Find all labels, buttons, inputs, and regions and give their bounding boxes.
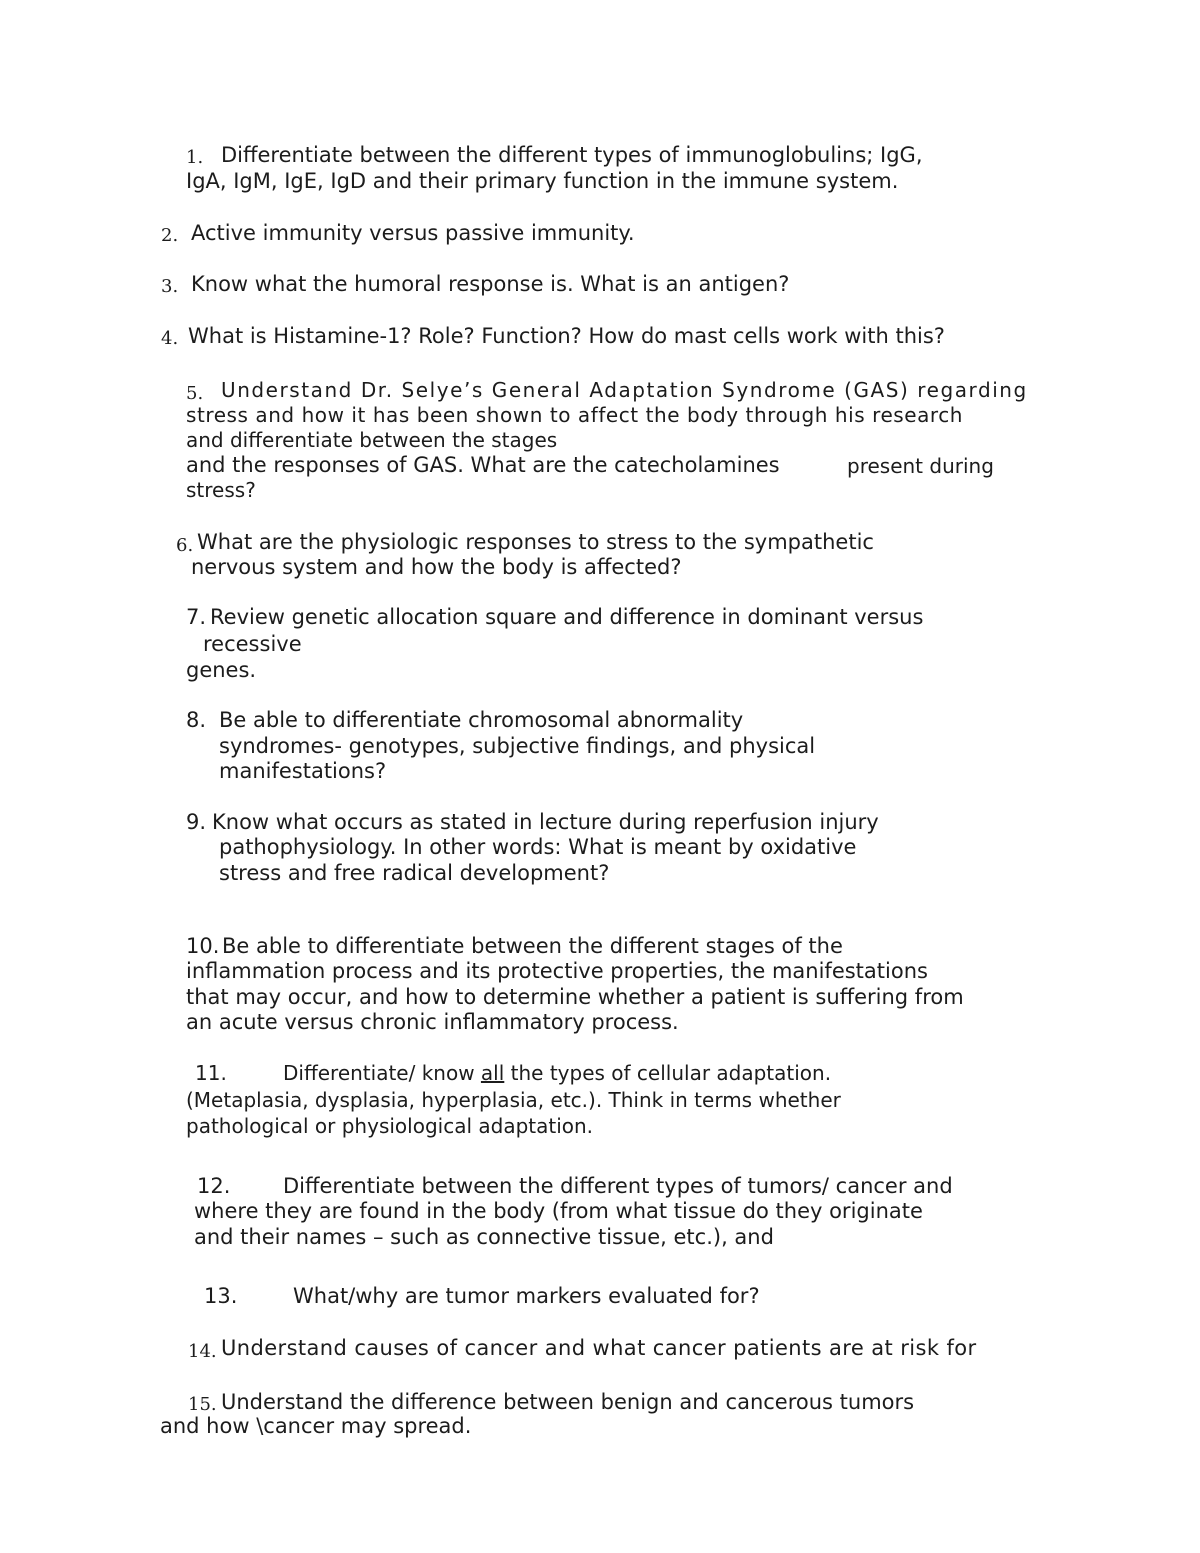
question-text: Differentiate/ know (283, 1061, 481, 1085)
question-text: Understand Dr. Selye’s General Adaptation Syndrome (GAS) regarding (221, 378, 1028, 402)
question-text: Differentiate between the different types of tumors/ cancer and (283, 1174, 953, 1198)
question-text: (Metaplasia, dysplasia, hyperplasia, etc.). Think in terms whether (186, 1088, 841, 1112)
question-text: that may occur, and how to determine whether a patient is suffering from (186, 985, 964, 1009)
question-number: 7. (186, 605, 207, 629)
question-text: Be able to differentiate between the different stages of the (222, 934, 843, 958)
question-text: the types of cellular adaptation. (504, 1061, 832, 1085)
question-number: 2. (161, 225, 179, 246)
question-text: What are the physiologic responses to stress to the sympathetic (197, 530, 874, 554)
question-number: 3. (161, 276, 179, 297)
question-text: and how \cancer may spread. (160, 1414, 472, 1438)
question-text: recessive (203, 632, 302, 656)
question-text: and differentiate between the stages (186, 428, 558, 452)
question-text: stress and free radical development? (219, 861, 610, 885)
question-text: Be able to differentiate chromosomal abnormality (219, 708, 744, 732)
question-text: Active immunity versus passive immunity. (191, 221, 635, 245)
question-text: genes. (186, 658, 257, 682)
question-number: 8. (186, 708, 207, 732)
question-text: syndromes- genotypes, subjective findings, and physical (219, 734, 816, 758)
question-number: 13. (204, 1284, 238, 1308)
question-number: 1. (186, 147, 204, 168)
question-text: Review genetic allocation square and difference in dominant versus (210, 605, 924, 629)
question-number: 9. (186, 810, 207, 834)
question-text: Understand the difference between benign and cancerous tumors (221, 1390, 915, 1414)
question-text: stress and how it has been shown to affect the body through his research (186, 403, 964, 427)
question-text: an acute versus chronic inflammatory process. (186, 1010, 679, 1034)
question-number: 4. (161, 328, 179, 349)
question-text-line-1 (283, 1061, 831, 1086)
question-text: IgA, IgM, IgE, IgD and their primary function in the immune system. (186, 169, 899, 193)
question-number: 10. (186, 934, 220, 958)
question-text: What/why are tumor markers evaluated for? (293, 1284, 760, 1308)
question-text: Know what occurs as stated in lecture during reperfusion injury (212, 810, 879, 834)
question-text: inflammation process and its protective properties, the manifestations (186, 959, 928, 983)
question-text: and their names – such as connective tissue, etc.), and (194, 1225, 774, 1249)
question-number: 11. (195, 1061, 227, 1085)
question-number: 5. (186, 383, 204, 404)
question-text: present during (847, 454, 994, 478)
question-text: What is Histamine-1? Role? Function? How do mast cells work with this? (188, 324, 945, 348)
question-text: Understand causes of cancer and what cancer patients are at risk for (221, 1336, 977, 1360)
question-text: and the responses of GAS. What are the catecholamines (186, 453, 780, 477)
question-text: pathological or physiological adaptation. (186, 1114, 594, 1138)
question-text: nervous system and how the body is affected? (191, 555, 682, 579)
question-text: pathophysiology. In other words: What is meant by oxidative (219, 835, 857, 859)
question-number: 12. (197, 1174, 231, 1198)
question-text: Know what the humoral response is. What is an antigen? (191, 272, 790, 296)
question-number: 6. (176, 535, 194, 556)
question-text: manifestations? (219, 759, 387, 783)
emphasis-text: all (480, 1061, 505, 1085)
question-number: 14. (188, 1341, 217, 1362)
question-text: stress? (186, 478, 256, 502)
question-text: Differentiate between the different types of immunoglobulins; IgG, (221, 143, 923, 167)
question-number: 15. (188, 1394, 217, 1415)
question-text: where they are found in the body (from what tissue do they originate (194, 1199, 923, 1223)
